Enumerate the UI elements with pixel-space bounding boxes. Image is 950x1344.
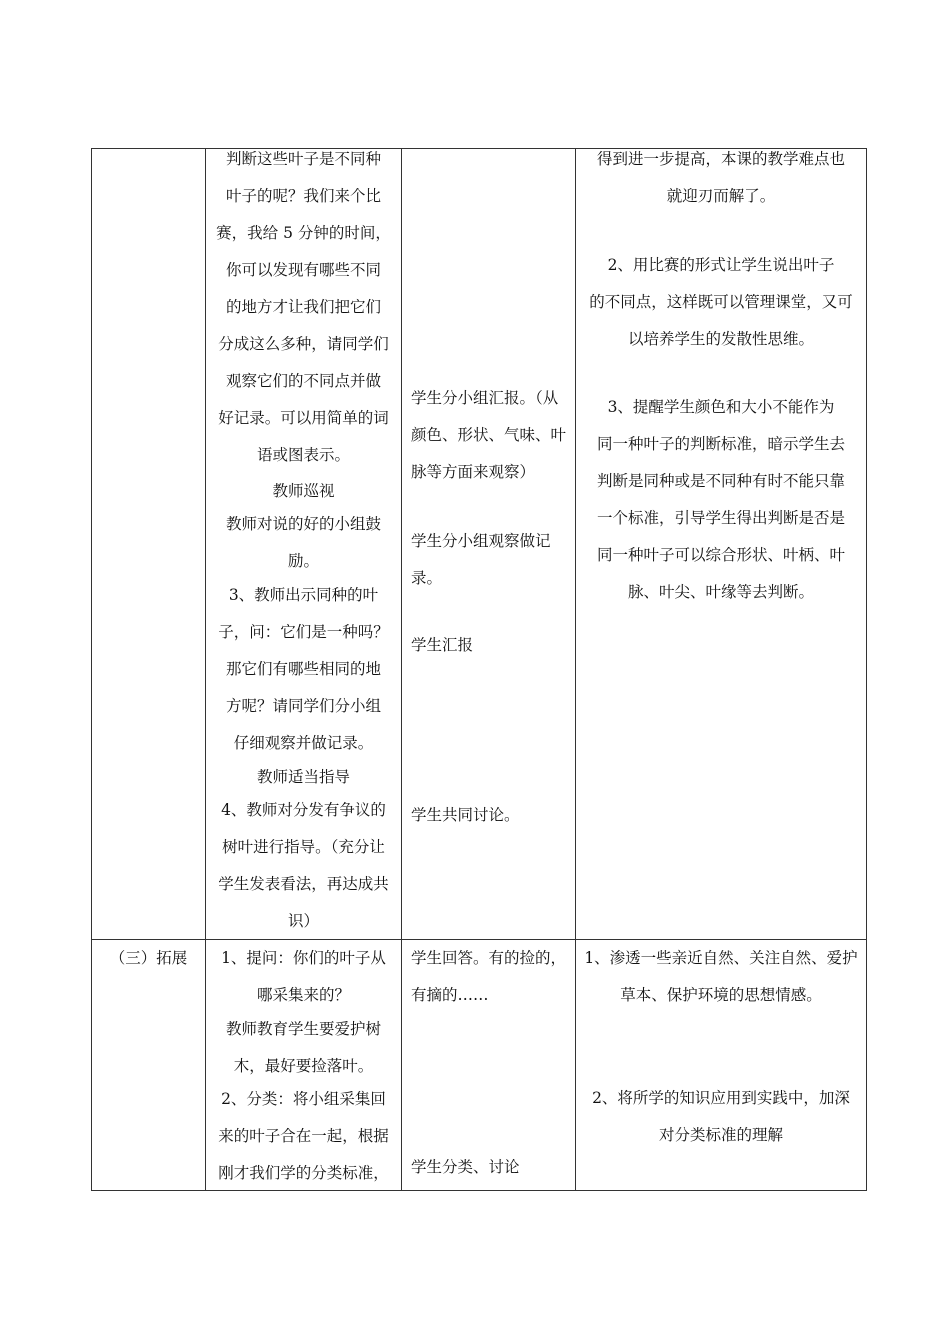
text-line: 木，最好要捡落叶。 — [233, 1057, 374, 1075]
text-line: 2、分类：将小组采集回 — [221, 1090, 386, 1108]
text-line: 的不同点，这样既可以管理课堂，又可 — [589, 293, 853, 311]
text-line: 有摘的…… — [411, 986, 489, 1004]
table-right-border — [866, 148, 867, 1191]
text-line: 好记录。可以用简单的词 — [218, 409, 389, 427]
text-line: 草本、保护环境的思想情感。 — [620, 986, 822, 1004]
text-line: 学生汇报 — [411, 636, 474, 654]
table-bottom-border — [91, 1190, 867, 1191]
text-line: 3、提醒学生颜色和大小不能作为 — [607, 398, 835, 416]
text-line: 颜色、形状、气味、叶 — [411, 426, 567, 444]
text-line: 对分类标准的理解 — [658, 1126, 783, 1144]
table-left-border — [91, 148, 92, 1191]
text-line: 以培养学生的发散性思维。 — [627, 330, 814, 348]
text-line: 叶子的呢？我们来个比 — [225, 187, 381, 205]
text-line: 判断这些叶子是不同种 — [225, 150, 381, 168]
text-line: 教师适当指导 — [256, 768, 350, 786]
text-line: 学生分小组观察做记 — [411, 532, 551, 550]
table-col2-border — [401, 148, 402, 1191]
text-line: 的地方才让我们把它们 — [225, 298, 381, 316]
text-line: 1、渗透一些亲近自然、关注自然、爱护 — [584, 949, 858, 967]
text-line: 方呢？请同学们分小组 — [225, 697, 381, 715]
text-line: 子，问：它们是一种吗？ — [218, 623, 389, 641]
text-line: 仔细观察并做记录。 — [233, 734, 374, 752]
text-line: 哪采集来的？ — [256, 986, 350, 1004]
text-line: 教师对说的好的小组鼓 — [225, 515, 381, 533]
text-line: 判断是同种或是不同种有时不能只靠 — [596, 472, 845, 490]
text-line: 一个标准，引导学生得出判断是否是 — [596, 509, 845, 527]
text-line: 录。 — [411, 569, 443, 587]
text-line: 学生分类、讨论 — [411, 1158, 520, 1176]
text-line: 得到进一步提高，本课的教学难点也 — [596, 150, 845, 168]
text-line: 1、提问：你们的叶子从 — [221, 949, 386, 967]
text-line: 4、教师对分发有争议的 — [221, 801, 386, 819]
text-line: 励。 — [287, 552, 319, 570]
text-line: 2、用比赛的形式让学生说出叶子 — [607, 256, 835, 274]
text-line: 学生共同讨论。 — [411, 806, 520, 824]
text-line: 3、教师出示同种的叶 — [228, 586, 379, 604]
text-line: 学生发表看法，再达成共 — [218, 875, 389, 893]
text-line: 学生分小组汇报。（从 — [411, 389, 559, 407]
text-line: 语或图表示。 — [256, 446, 350, 464]
text-line: 树叶进行指导。（充分让 — [222, 838, 385, 856]
text-line: 学生回答。有的捡的， — [411, 949, 567, 967]
text-line: 教师巡视 — [272, 482, 335, 500]
text-line: 刚才我们学的分类标准， — [218, 1164, 389, 1182]
text-line: 那它们有哪些相同的地 — [225, 660, 381, 678]
text-line: 教师教育学生要爱护树 — [225, 1020, 381, 1038]
table-row-divider — [91, 939, 867, 940]
text-line: 2、将所学的知识应用到实践中，加深 — [592, 1089, 850, 1107]
text-line: 同一种叶子可以综合形状、叶柄、叶 — [596, 546, 845, 564]
text-line: 赛，我给 5 分钟的时间， — [216, 224, 391, 242]
text-line: 你可以发现有哪些不同 — [225, 261, 381, 279]
text-line: 来的叶子合在一起，根据 — [218, 1127, 389, 1145]
text-line: 分成这么多种，请同学们 — [218, 335, 389, 353]
text-line: 脉等方面来观察） — [411, 463, 536, 481]
text-line: 同一种叶子的判断标准，暗示学生去 — [596, 435, 845, 453]
text-line: 观察它们的不同点并做 — [225, 372, 381, 390]
text-line: 脉、叶尖、叶缘等去判断。 — [627, 583, 814, 601]
stage-label: （三）拓展 — [109, 949, 188, 967]
text-line: 识） — [287, 912, 319, 930]
text-line: 就迎刃而解了。 — [666, 187, 776, 205]
